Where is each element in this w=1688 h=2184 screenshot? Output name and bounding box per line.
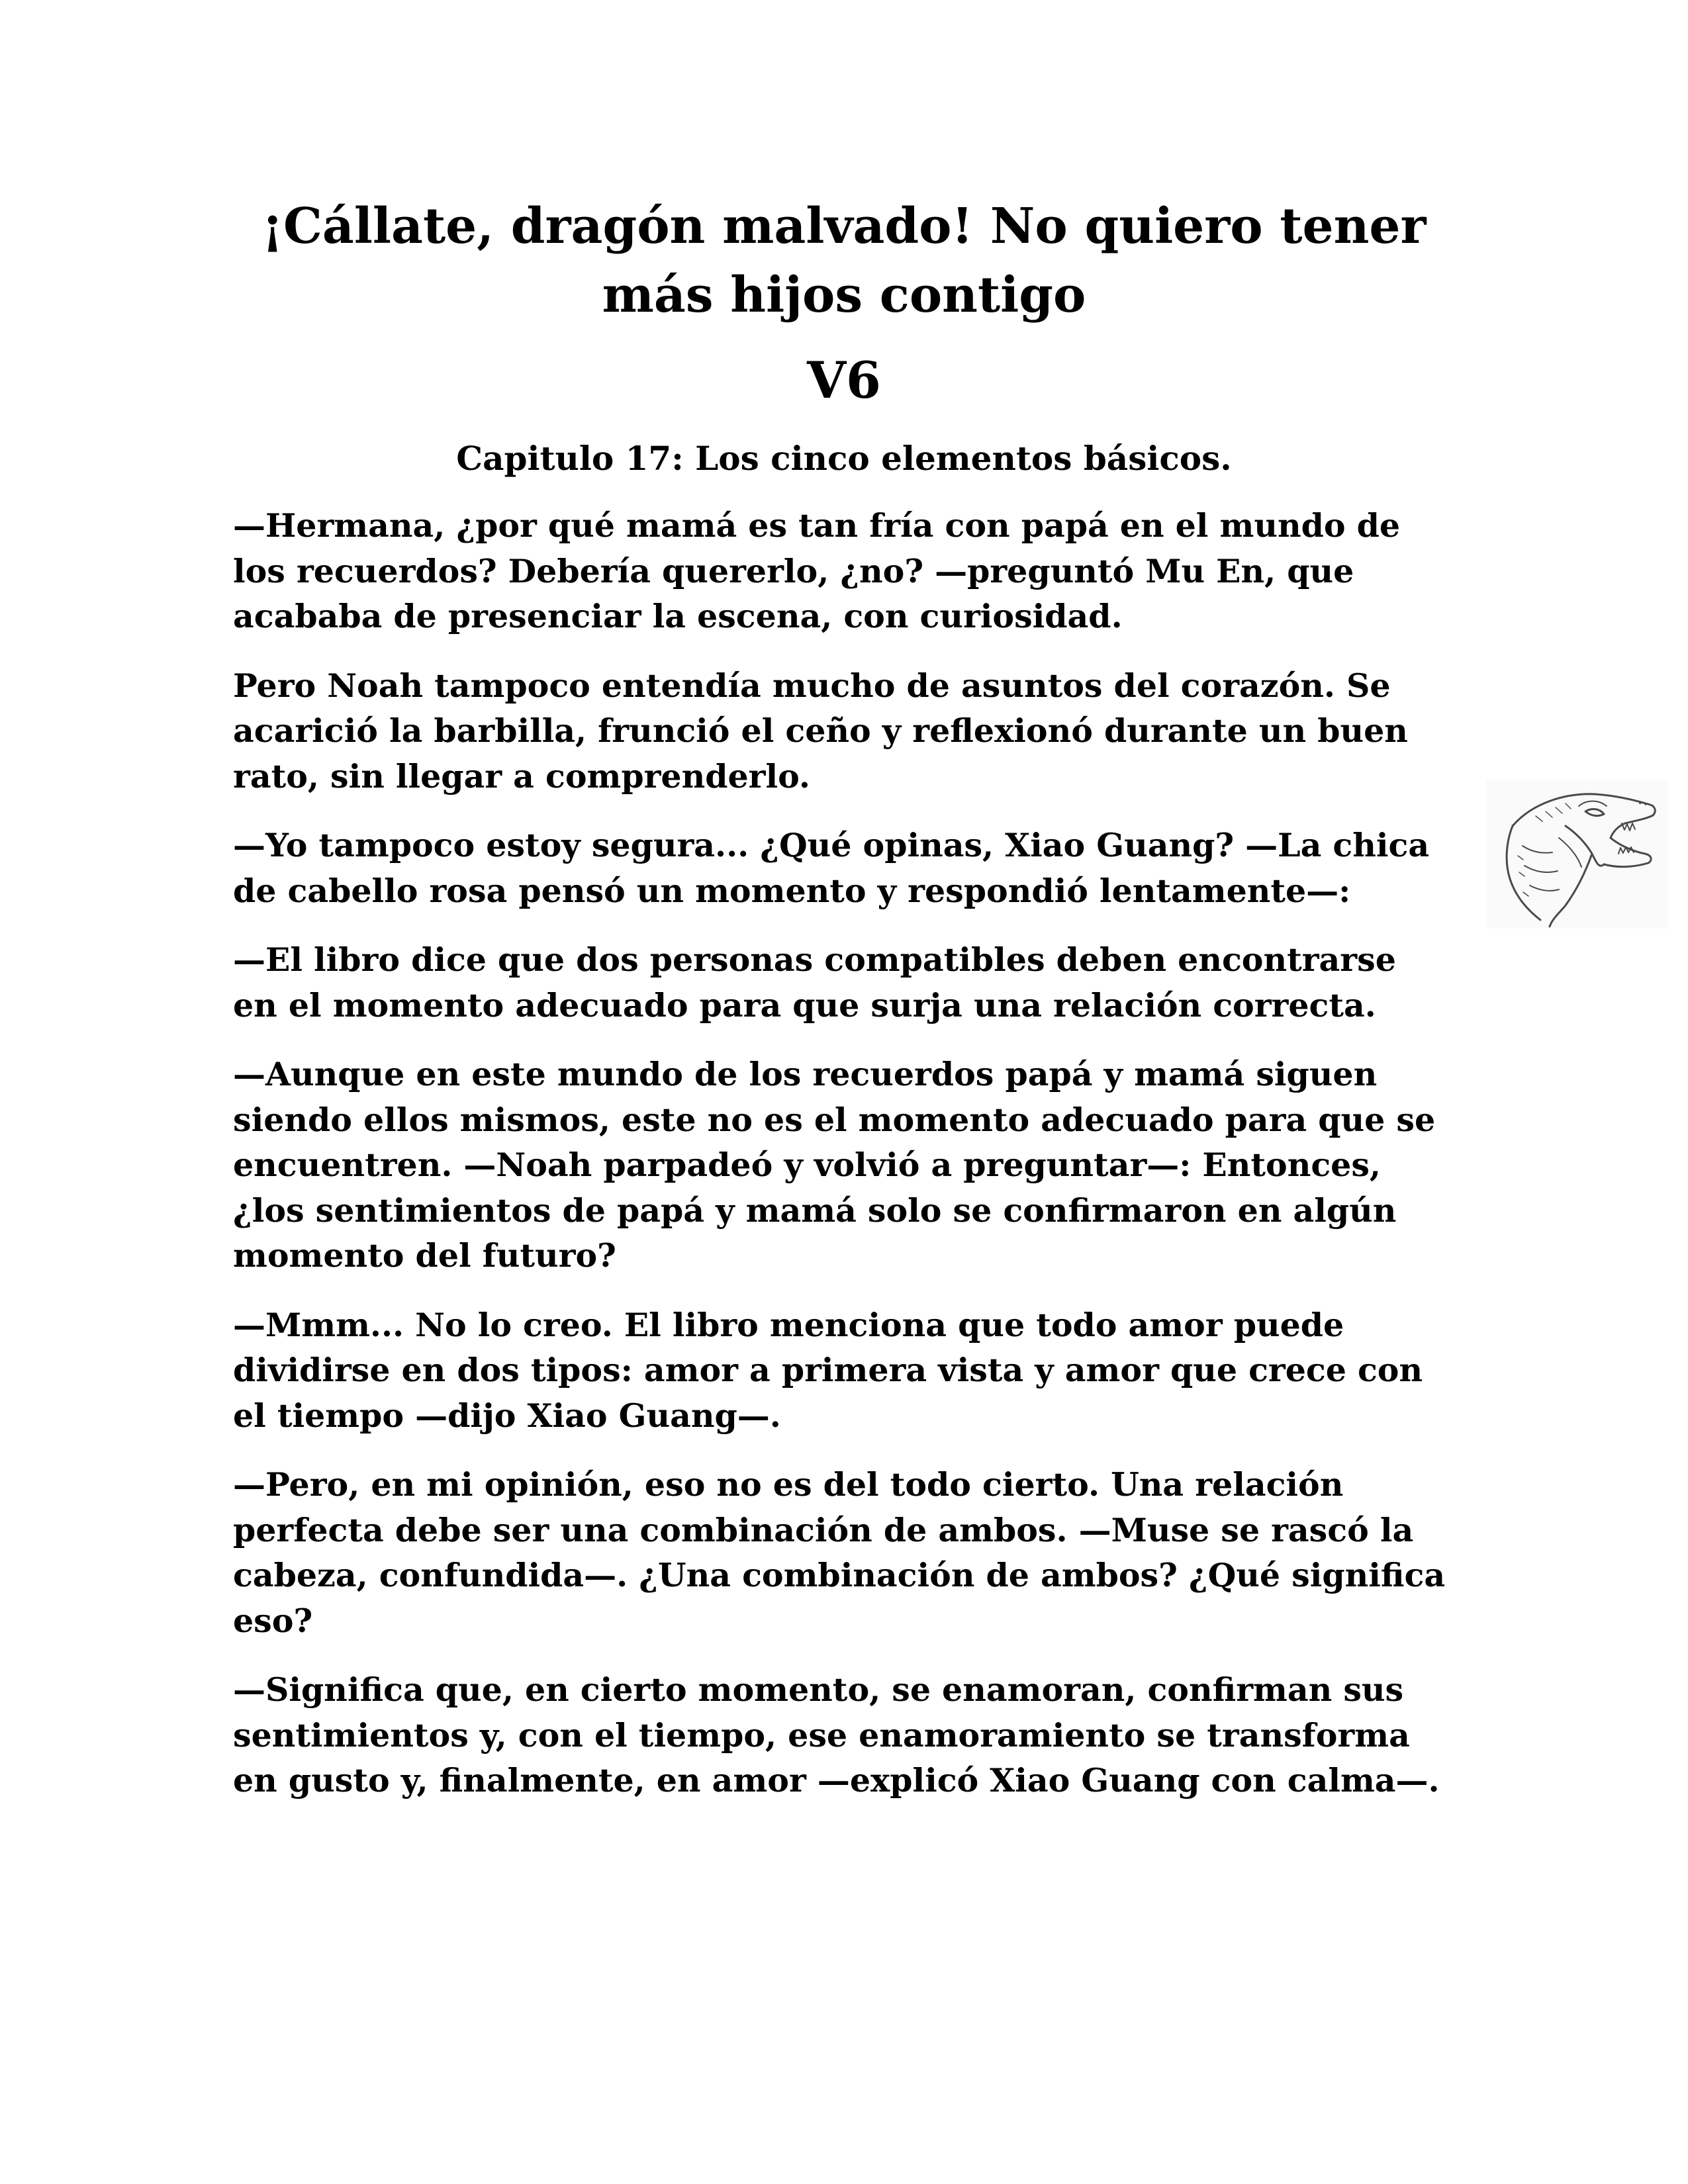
paragraph: —Mmm... No lo creo. El libro menciona que todo amor puede dividirse en dos tipos: amor a primera vista y amor que crece con el tiempo —dijo Xiao Guang—. bbox=[233, 1305, 1423, 1435]
paragraph: —Pero, en mi opinión, eso no es del todo cierto. Una relación perfecta debe ser una combinación de ambos. —Muse se rascó la cabeza, confundida—. ¿Una combinación de ambos? ¿Qué significa eso? bbox=[233, 1465, 1446, 1640]
paragraph: Pero Noah tampoco entendía mucho de asuntos del corazón. Se acarició la barbilla, frunció el ceño y reflexionó durante un buen rato, sin llegar a comprenderlo. bbox=[233, 666, 1408, 796]
paragraph: —Significa que, en cierto momento, se enamoran, confirman sus sentimientos y, con el tiempo, ese enamoramiento se transforma en gusto y, finalmente, en amor —explicó Xiao Guang con calma—. bbox=[233, 1670, 1440, 1799]
paragraph: —El libro dice que dos personas compatibles deben encontrarse en el momento adecuado para que surja una relación correcta. bbox=[233, 940, 1396, 1024]
paragraph: —Yo tampoco estoy segura... ¿Qué opinas, Xiao Guang? —La chica de cabello rosa pensó un momento y respondió lentamente—: bbox=[233, 826, 1430, 910]
paragraph: —Hermana, ¿por qué mamá es tan fría con papá en el mundo de los recuerdos? Debería quererlo, ¿no? —preguntó Mu En, que acababa de presenciar la escena, con curiosidad. bbox=[233, 506, 1401, 635]
volume-label: V6 bbox=[807, 351, 881, 410]
document-title: ¡Cállate, dragón malvado! No quiero tener más hijos contigo bbox=[261, 198, 1427, 324]
paragraph: —Aunque en este mundo de los recuerdos papá y mamá siguen siendo ellos mismos, este no es el momento adecuado para que se encuentren. —Noah parpadeó y volvió a preguntar—: Entonces, ¿los sentimientos de papá y mamá solo se confirmaron en algún momento del futuro? bbox=[233, 1055, 1436, 1275]
chapter-heading: Capitulo 17: Los cinco elementos básicos. bbox=[456, 439, 1232, 478]
dragon-head-sketch-icon bbox=[1486, 780, 1668, 929]
chapter-body bbox=[233, 503, 1451, 1827]
